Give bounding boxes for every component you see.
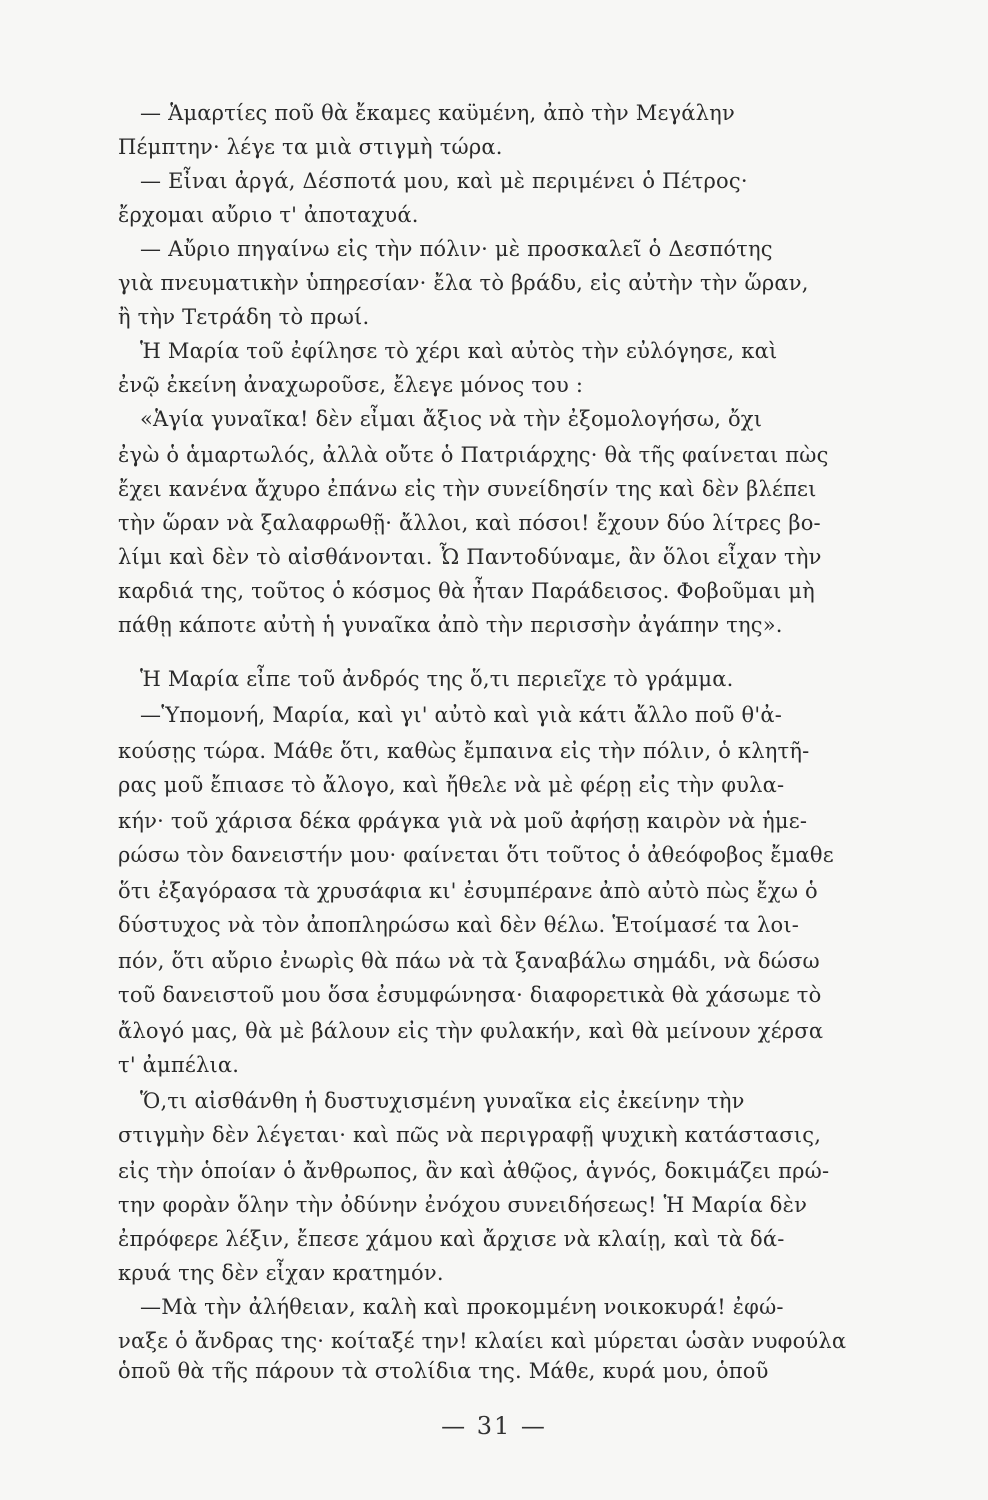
text-line: τὴν ὥραν νὰ ξαλαφρωθῇ· ἄλλοι, καὶ πόσοι! ἔχουν δύο λίτρες βο- (118, 511, 821, 535)
text-line: τ' ἀμπέλια. (118, 1053, 240, 1077)
text-line: γιὰ πνευματικὴν ὑπηρεσίαν· ἔλα τὸ βράδυ, εἰς αὐτὴν τὴν ὥραν, (118, 271, 809, 295)
text-line: ἐνῷ ἐκείνη ἀναχωροῦσε, ἔλεγε μόνος του : (118, 373, 584, 397)
text-line: ἔχει κανένα ἄχυρο ἐπάνω εἰς τὴν συνείδησίν της καὶ δὲν βλέπει (118, 477, 817, 501)
text-line: Ὅ,τι αἰσθάνθη ἡ δυστυχισμένη γυναῖκα εἰς ἐκείνην τὴν (140, 1089, 745, 1113)
text-line: δύστυχος νὰ τὸν ἀποπληρώσω καὶ δὲν θέλω. Ἑτοίμασέ τα λοι- (118, 913, 800, 937)
text-line: — Ἁμαρτίες ποῦ θὰ ἔκαμες καϋμένη, ἀπὸ τὴν Μεγάλην (140, 101, 735, 125)
page-number: — 31 — (441, 1412, 547, 1440)
text-line: εἰς τὴν ὁποίαν ὁ ἄνθρωπος, ἂν καὶ ἀθῷος, ἁγνός, δοκιμάζει πρώ- (118, 1159, 830, 1183)
text-line: καρδιά της, τοῦτος ὁ κόσμος θὰ ἦταν Παράδεισος. Φοβοῦμαι μὴ (118, 579, 815, 603)
text-line: στιγμὴν δὲν λέγεται· καὶ πῶς νὰ περιγραφῇ ψυχικὴ κατάστασις, (118, 1123, 822, 1147)
text-line: ὁποῦ θὰ τῆς πάρουν τὰ στολίδια της. Μάθε, κυρά μου, ὁποῦ (118, 1359, 769, 1383)
text-line: ἢ τὴν Τετράδη τὸ πρωί. (118, 305, 370, 329)
text-line: ὅτι ἐξαγόρασα τὰ χρυσάφια κι' ἐσυμπέρανε ἀπὸ αὐτὸ πὼς ἔχω ὁ (118, 879, 818, 903)
text-line: «Ἁγία γυναῖκα! δὲν εἶμαι ἄξιος νὰ τὴν ἐξομολογήσω, ὄχι (140, 407, 763, 431)
text-line: ρας μοῦ ἔπιασε τὸ ἄλογο, καὶ ἤθελε νὰ μὲ φέρῃ εἰς τὴν φυλα- (118, 773, 785, 797)
text-line: την φορὰν ὅλην τὴν ὀδύνην ἐνόχου συνειδήσεως! Ἡ Μαρία δὲν (118, 1193, 808, 1217)
text-line: τοῦ δανειστοῦ μου ὅσα ἐσυμφώνησα· διαφορετικὰ θὰ χάσωμε τὸ (118, 983, 822, 1007)
text-line: λίμι καὶ δὲν τὸ αἰσθάνονται. Ὦ Παντοδύναμε, ἂν ὅλοι εἶχαν τὴν (118, 545, 822, 569)
text-line: κρυά της δὲν εἶχαν κρατημόν. (118, 1261, 444, 1285)
text-line: —Ὑπομονή, Μαρία, καὶ γι' αὐτὸ καὶ γιὰ κάτι ἄλλο ποῦ θ'ἀ- (140, 703, 783, 727)
text-line: ἄλογό μας, θὰ μὲ βάλουν εἰς τὴν φυλακήν, καὶ θὰ μείνουν χέρσα (118, 1019, 824, 1043)
text-line: ἐγὼ ὁ ἁμαρτωλός, ἀλλὰ οὔτε ὁ Πατριάρχης· θὰ τῆς φαίνεται πὼς (118, 443, 829, 467)
text-line: Ἡ Μαρία εἶπε τοῦ ἀνδρός της ὅ,τι περιεῖχε τὸ γράμμα. (140, 667, 734, 691)
text-line: κήν· τοῦ χάρισα δέκα φράγκα γιὰ νὰ μοῦ ἀφήσῃ καιρὸν νὰ ἡμε- (118, 809, 808, 833)
text-line: ρώσω τὸν δανειστήν μου· φαίνεται ὅτι τοῦτος ὁ ἀθεόφοβος ἔμαθε (118, 843, 834, 867)
text-line: πάθῃ κάποτε αὐτὴ ἡ γυναῖκα ἀπὸ τὴν περισσὴν ἀγάπην της». (118, 613, 783, 637)
text-line: Πέμπτην· λέγε τα μιὰ στιγμὴ τώρα. (118, 135, 503, 159)
text-line: κούσῃς τώρα. Μάθε ὅτι, καθὼς ἔμπαινα εἰς τὴν πόλιν, ὁ κλητῆ- (118, 739, 810, 763)
text-line: ἐπρόφερε λέξιν, ἔπεσε χάμου καὶ ἄρχισε νὰ κλαίῃ, καὶ τὰ δά- (118, 1227, 785, 1251)
text-line: —Μὰ τὴν ἀλήθειαν, καλὴ καὶ προκομμένη νοικοκυρά! ἐφώ- (140, 1295, 784, 1319)
text-line: πόν, ὅτι αὔριο ἐνωρὶς θὰ πάω νὰ τὰ ξαναβάλω σημάδι, νὰ δώσω (118, 949, 820, 973)
text-line: ἔρχομαι αὔριο τ' ἀποταχυά. (118, 203, 419, 227)
text-line: — Εἶναι ἀργά, Δέσποτά μου, καὶ μὲ περιμένει ὁ Πέτρος· (140, 169, 748, 193)
text-line: Ἡ Μαρία τοῦ ἐφίλησε τὸ χέρι καὶ αὐτὸς τὴν εὐλόγησε, καὶ (140, 339, 778, 363)
text-line: — Αὔριο πηγαίνω εἰς τὴν πόλιν· μὲ προσκαλεῖ ὁ Δεσπότης (140, 237, 773, 261)
text-line: ναξε ὁ ἄνδρας της· κοίταξέ την! κλαίει καὶ μύρεται ὡσὰν νυφούλα (118, 1329, 847, 1353)
